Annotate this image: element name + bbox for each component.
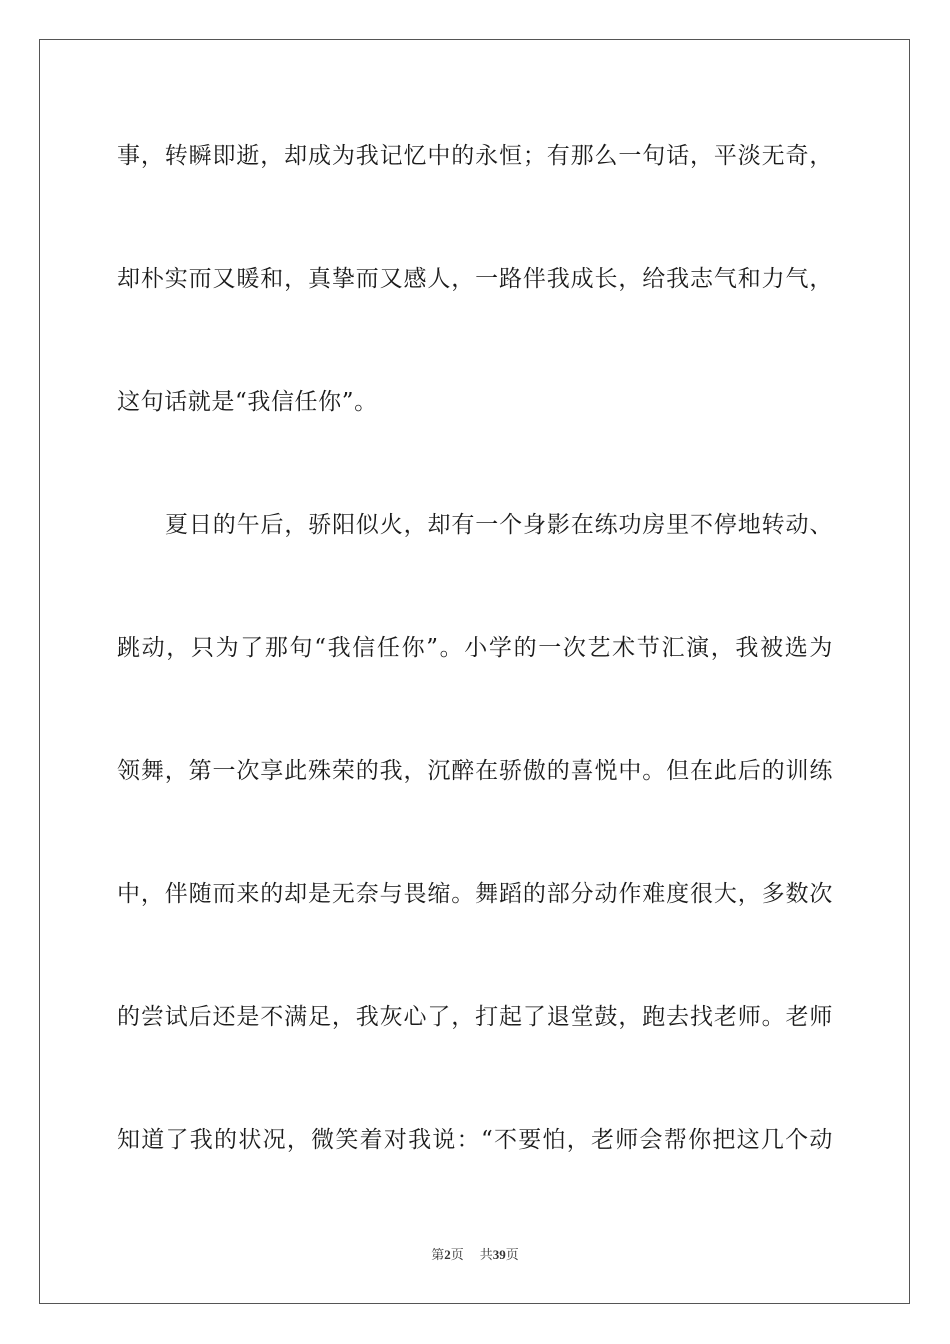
page-footer: [0, 1246, 950, 1264]
footer-page-prefix: 第: [431, 1247, 445, 1262]
text-line-1: 事，转瞬即逝，却成为我记忆中的永恒；有那么一句话，平淡无奇，: [117, 143, 833, 169]
text-line-2: 却朴实而又暖和，真挚而又感人，一路伴我成长，给我志气和力气，: [117, 266, 833, 292]
page-border: [39, 39, 910, 1304]
text-line-7: 中，伴随而来的却是无奈与畏缩。舞蹈的部分动作难度很大，多数次: [117, 881, 833, 907]
footer-total-suffix: 页: [505, 1247, 519, 1262]
text-line-3: 这句话就是“我信任你”。: [117, 389, 378, 415]
text-line-9: 知道了我的状况，微笑着对我说：“不要怕，老师会帮你把这几个动: [117, 1127, 833, 1153]
footer-page-suffix: 页: [450, 1247, 464, 1262]
text-line-5: 跳动，只为了那句“我信任你”。小学的一次艺术节汇演，我被选为: [117, 635, 833, 661]
footer-page-number: 2: [444, 1247, 451, 1262]
footer-total-prefix: 共: [479, 1247, 493, 1262]
text-line-8: 的尝试后还是不满足，我灰心了，打起了退堂鼓，跑去找老师。老师: [117, 1004, 833, 1030]
text-line-6: 领舞，第一次享此殊荣的我，沉醉在骄傲的喜悦中。但在此后的训练: [117, 758, 833, 784]
footer-total-pages: 39: [492, 1247, 506, 1262]
text-line-4: 夏日的午后，骄阳似火，却有一个身影在练功房里不停地转动、: [165, 512, 833, 538]
